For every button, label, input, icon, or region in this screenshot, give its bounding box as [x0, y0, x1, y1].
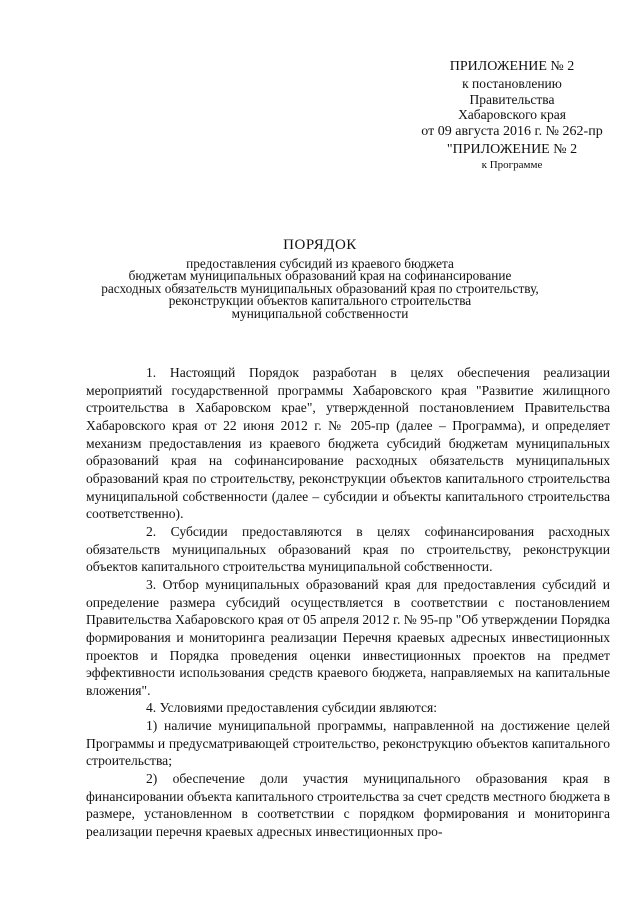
document-subtitle-line: бюджетам муниципальных образований края на софинансирование [128, 268, 512, 284]
annex-line: к Программе [481, 158, 543, 171]
document-subtitle-line: предоставления субсидий из краевого бюджета [186, 256, 454, 271]
annex-title-quoted: "ПРИЛОЖЕНИЕ № 2 [446, 141, 578, 157]
annex-line: Правительства [469, 91, 555, 107]
annex-line: к постановлению [462, 76, 562, 91]
document-body [86, 364, 610, 841]
annex-line: Хабаровского края [458, 107, 566, 122]
document-title-block [80, 236, 560, 320]
document-heading: ПОРЯДОК [283, 237, 357, 253]
annex-title: ПРИЛОЖЕНИЕ № 2 [449, 59, 575, 74]
document-subtitle-line: муниципальной собственности [231, 305, 409, 321]
paragraph: 4. Условиями предоставления субсидии являются: [146, 700, 438, 716]
paragraph: 2) обеспечение доли участия муниципального образования края в финансировании объекта капитального строительства за счет средств местного бюджета в размере, установленном в соответствии с порядком формирования и мониторинга реализации перечня краевых адресных инвестиционных про- [86, 771, 610, 840]
annex-date-number: от 09 августа 2016 г. № 262-пр [421, 123, 603, 139]
annex-header [392, 58, 632, 172]
paragraph: 2. Субсидии предоставляются в целях софинансирования расходных обязательств муниципальных образований края по строительству, реконструкции объектов капитального строительства муниципальной собственности. [86, 523, 610, 575]
document-subtitle-line: расходных обязательств муниципальных образований края по строительству, [101, 280, 539, 296]
paragraph: 1. Настоящий Порядок разработан в целях обеспечения реализации мероприятий государственной программы Хабаровского края "Развитие жилищного строительства в Хабаровском крае", утвержденной постановлением Правительства Хабаровского края от 22 июня 2012 г. № 205-пр (далее – Программа), и определяет механизм предоставления из краевого бюджета субсидий бюджетам муниципальных образований края на софинансирование расходных обязательств муниципальных образований края по строительству, реконструкции объектов капитального строительства муниципальной собственности (далее – субсидии и объекты капитального строительства соответственно). [86, 365, 610, 522]
paragraph: 3. Отбор муниципальных образований края для предоставления субсидий и определение размера субсидий осуществляется в соответствии с постановлением Правительства Хабаровского края от 05 апреля 2012 г. № 95-пр "Об утверждении Порядка формирования и мониторинга реализации Перечня краевых адресных инвестиционных проектов и Порядка проведения оценки инвестиционных проектов на предмет эффективности использования средств краевого бюджета, направляемых на капитальные вложения". [86, 576, 610, 698]
paragraph: 1) наличие муниципальной программы, направленной на достижение целей Программы и предусматривающей строительство, реконструкцию объектов капитального строительства; [86, 718, 610, 769]
document-subtitle-line: реконструкции объектов капитального строительства [168, 293, 472, 309]
